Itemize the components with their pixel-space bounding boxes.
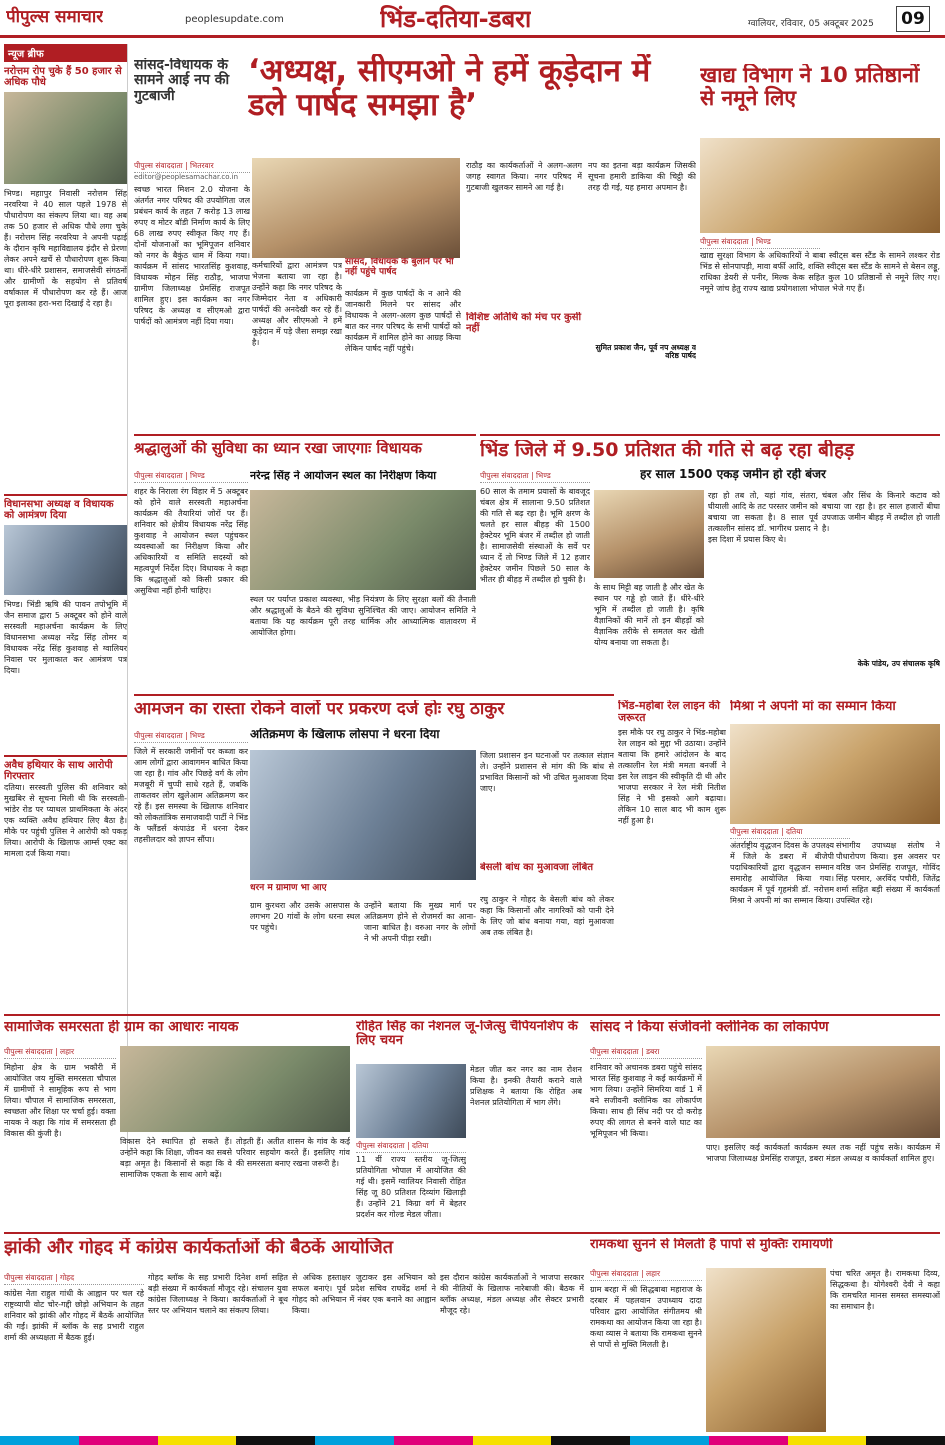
edition-title: भिंड-दतिया-डबरा xyxy=(380,5,532,33)
story3-body-2: के साथ मिट्टी बह जाती है और खेत के स्थान पर गड्ढे हो जाते हैं। धीरे-धीरे भूमि में तब्दील हो जाती है। कृषि वैज्ञानिकों की मानें तो इन बीहड़ों को वैज्ञानिक तरीके से समतल कर खेती योग्य बनाया जा सकता है। xyxy=(594,583,704,647)
brief-headline-3: अवैध हथियार के साथ आरोपी गिरफ्तार xyxy=(4,755,127,782)
story1-subhead: विशिष्ट अतिथि को मंच पर कुर्सी नहीं xyxy=(466,312,582,334)
story1-quote: नप का इतना बड़ा कार्यक्रम जिसकी सूचना हमारी डाकिया की चिट्ठी की तरह दी गई, यह हमारा अपमान है। xyxy=(588,161,696,192)
color-swatch xyxy=(630,1436,709,1445)
story1-body-4: राठौड़ का कार्यकर्ताओं ने अलग-अलग जगह स्वागत किया। नगर परिषद में गुटबाजी खुलकर सामने आ गई है। xyxy=(466,161,582,192)
story1-body-2: कर्मचारियों द्वारा आमंत्रण पत्र भेजना बताया जा रहा है। उन्होंने कहा कि नगर परिषद के जिम्मेदार नेता व अधिकारी पार्षदों की अनदेखी कर रहे हैं। अध्यक्ष और सीएमओ ने हमें कूड़ेदान में पड़े जैसा समझ रखा है। xyxy=(252,261,342,347)
story4-subhead-2: बेसली बांध का मुआवजा लंबित xyxy=(480,862,594,873)
story10-body-2: गोहद ब्लॉक के सह प्रभारी दिनेश शर्मा सहित बड़ी संख्या में कार्यकर्ता मौजूद रहे। संचालन युवा कांग्रेस जिलाध्यक्ष ने किया। कार्यकर्ताओं ने बूथ स्तर पर अभियान चलाने का संकल्प लिया। xyxy=(148,1273,288,1315)
story5-headline: भिंड-महोबा रेल लाइन की जरूरत xyxy=(618,700,720,725)
story2-col1 xyxy=(134,470,248,690)
story2-body: शहर के निराला रंग विहार में 5 अक्टूबर को होने वाले सरस्वती महाअर्चना कार्यक्रम की तैयारियां जोरों पर हैं। शनिवार को क्षेत्रीय विधायक नरेंद्र सिंह कुशवाह ने आयोजन स्थल पहुंचकर व्यवस्थाओं का निरीक्षण किया और अधिकारियों व समिति सदस्यों को महत्वपूर्ण निर्देश दिए। विधायक ने कहा कि श्रद्धालुओं को किसी प्रकार की असुविधा नहीं होनी चाहिए। xyxy=(134,487,248,595)
story4-body-4: जिला प्रशासन इन घटनाओं पर तत्काल संज्ञान ले। उन्होंने प्रशासन से मांग की कि बांध से प्रभावित किसानों को भी उचित मुआवजा दिया जाए। xyxy=(480,751,614,793)
story4-body: जिले में सरकारी जमीनों पर कब्जा कर आम लोगों द्वारा आवागमन बाधित किया जा रहा है। गांव और पिछड़े वर्ग के लोग मजबूरी में चुप्पी साधे रहते हैं, जबकि ताकतवर लोग खुलेआम अतिक्रमण कर रहे हैं। इस समस्या के खिलाफ शनिवार को लोकतांत्रिक समाजवादी पार्टी ने भिंड के फ्लैंडर्स कंपाउंड में धरना देकर तहसीलदार को ज्ञापन सौंपा। xyxy=(134,747,248,844)
color-swatch xyxy=(788,1436,867,1445)
ramkatha-photo xyxy=(706,1268,826,1432)
story2-byline: पीपुल्स संवाददाता | भिण्ड xyxy=(134,470,248,483)
issue-date: ग्वालियर, रविवार, 05 अक्टूबर 2025 xyxy=(748,19,874,29)
divider xyxy=(134,694,614,696)
story9-byline: पीपुल्स संवाददाता | डबरा xyxy=(590,1046,702,1059)
story1-col1 xyxy=(134,160,250,430)
story3-body-3: रहा हो तब तो, यहां गांव, संतरा, घीयाली आदि के तट परस्तर जमीन को बचाया जा सकता है। 8 साल पूर्व तत्कालीन सांसद डॉ. भागीरथ प्रसाद ने इस दिशा में प्रयास किए थे। xyxy=(708,491,818,544)
story4-body-3: उन्होंने बताया कि मुख्य मार्ग पर अतिक्रमण होने से रोजमर्रा का आना-जाना बाधित है। वरुआ नगर के लोगों ने भी अपनी पीड़ा रखी। xyxy=(364,901,476,943)
story9-body: शनिवार को अचानक डबरा पहुंचे सांसद भारत सिंह कुशवाह ने कई कार्यक्रमों में भाग लिया। उन्होंने सिमरिया वार्ड 1 में बने सजीवनी क्लीनिक का लोकार्पण किया। साथ ही सिंध नदी पर दो करोड़ रुपए की लागत से बनने वाले घाट का भूमिपूजन भी किया। xyxy=(590,1063,702,1138)
story3-quote: चंबल और सिंध के किनारे कटाव को बचाया जा रहा है। हर साल हजारों बीघा उपजाऊ जमीन बीहड़ में तब्दील हो जाती है। xyxy=(822,491,940,533)
story6-headline: मिश्रा ने अपनी मां का सम्मान किया xyxy=(730,700,896,714)
story10-body-3: से अधिक हस्ताक्षर जुटाकर इस अभियान को सफल बनाएं। पूर्व प्रदेश सचिव राघवेंद्र शर्मा ने गोहद को अभियान में नंबर एक बनाने का आह्वान किया। xyxy=(292,1273,436,1315)
story3-byline: पीपुल्स संवाददाता | भिण्ड xyxy=(480,470,590,483)
story6-byline: पीपुल्स संवाददाता | दतिया xyxy=(730,826,850,839)
color-swatch xyxy=(709,1436,788,1445)
story11-byline: पीपुल्स संवाददाता | लहार xyxy=(590,1268,702,1281)
story1-body-3: कार्यक्रम में कुछ पार्षदों के न आने की जानकारी मिलने पर सांसद और विधायक ने अलग-अलग कुछ पार्षदों से बात कर नगर परिषद के सभी पार्षदों को कार्यक्रम में शामिल होने का आग्रह किया लेकिन पार्षद नहीं पहुंचे। xyxy=(345,289,461,353)
story1-body: स्वच्छ भारत मिशन 2.0 योजना के अंतर्गत नगर परिषद की उपयोगिता जल प्रबंधन कार्य के तहत 7 करोड़ 13 लाख रुपए व मोटर बॉडी निर्माण कार्य के लिए 68 लाख रुपए स्वीकृत किए गए हैं। दोनों योजनाओं का भूमिपूजन शनिवार को नगर के बैकुंठ धाम में किया गया। कार्यक्रम में सांसद भारतसिंह कुशवाह, विधायक मोहन सिंह राठौड़, भाजपा ग्रामीण जिलाध्यक्ष प्रेमसिंह राजपूत शामिल हुए। इस कार्यक्रम का नगर परिषद के अध्यक्ष व सीएमओ द्वारा पार्षदों को आमंत्रण नहीं दिया गया। xyxy=(134,185,250,326)
story9-col1 xyxy=(590,1046,702,1226)
food-body: खाद्य सुरक्षा विभाग के अधिकारियों ने बाबा स्वीट्स बस स्टैंड के सामने लश्कर रोड भिंड से सोनपापड़ी, मावा बर्फी आदि, शक्ति स्वीट्स बस स्टैंड के सामने से बेसन लड्डू, राधिका डेयरी से पनीर, मिल्क केक सहित कुल 10 प्रतिष्ठानों से नमूने लिए गए। नमूने जांच हेतु राज्य खाद्य प्रयोगशाला भोपाल भेजे गए हैं। xyxy=(700,251,940,293)
story8-body-2: मेडल जीत कर नगर का नाम रोशन किया है। इनकी तैयारी कराने वाले प्रशिक्षक ने बताया कि रोहित अब नेशनल प्रतियोगिता में भाग लेंगे। xyxy=(470,1065,582,1107)
food-photo xyxy=(700,138,940,233)
color-swatch xyxy=(315,1436,394,1445)
judo-photo xyxy=(356,1064,466,1138)
story2-headline: श्रद्धालुओं की सुविधा का ध्यान रखा जाएगाः विधायक xyxy=(134,440,422,457)
story8-byline: पीपुल्स संवाददाता | दतिया xyxy=(356,1140,466,1153)
story3-col1 xyxy=(480,470,590,690)
story7-body: मिहोना क्षेत्र के ग्राम भकौरी में आयोजित जय मुक्ति समरसता चौपाल में ग्रामीणों ने सामूहिक रूप से भाग लिया। चौपाल में सामाजिक समरसता, स्वच्छता और शिक्षा पर चर्चा हुई। वक्ता नायक ने कहा कि गांव में समरसता ही विकास की कुंजी है। xyxy=(4,1063,116,1138)
story6-body: अंतर्राष्ट्रीय वृद्धजन दिवस के उपलक्ष्य में जिले के डबरा में बीजेपी पदाधिकारियों द्वारा वृद्धजन सम्मान समारोह आयोजित किया गया। कार्यक्रम में पूर्व गृहमंत्री डॉ. नरोत्तम मिश्रा ने अपनी मां का सम्मान किया। xyxy=(730,841,834,905)
story1-photo xyxy=(252,158,460,258)
page-number: 09 xyxy=(896,6,930,32)
protest-photo xyxy=(250,750,476,880)
color-swatch xyxy=(866,1436,945,1445)
story1-side-heading: सांसद-विधायक के सामने आई नप की गुटबाजी xyxy=(134,58,230,104)
story5-body: इस मौके पर रघु ठाकुर ने भिंड-महोबा रेल लाइन को मुद्दा भी उठाया। उन्होंने बताया कि हमारे आंदोलन के बाद तत्कालीन रेल मंत्री ममता बनर्जी ने इस रेल लाइन की स्वीकृति दी थी और भाजपा सरकार ने रेल मंत्री नितीश सिंह ने भी इसको आगे बढ़ाया। लेकिन 10 साल बाद भी काम शुरू नहीं हुआ है। xyxy=(618,728,726,826)
story9-body-2: पाए। इसलिए कई कार्यकर्ता कार्यक्रम स्थल तक नहीं पहुंच सके। कार्यक्रम में भाजपा जिलाध्यक्ष प्रेमसिंह राजपूत, डबरा मंडल अध्यक्ष व कार्यकर्ता शामिल हुए। xyxy=(706,1143,940,1163)
story10-col1 xyxy=(4,1272,144,1432)
color-swatch xyxy=(236,1436,315,1445)
color-swatch xyxy=(158,1436,237,1445)
story3-body: 60 साल के तमाम प्रयासों के बावजूद चंबल क्षेत्र में सालाना 9.50 प्रतिशत की गति से बढ़ रहा है। भूमि क्षरण के चलते हर साल बीहड़ की 1500 हेक्टेयर भूमि बंजर में तब्दील हो जाती है। सामाजसेवी संस्थाओं के सर्वे पर ध्यान दें तो भिण्ड जिले में 12 हजार हेक्टेयर जमीन पिछले 50 साल के भीतर ही बीहड़ में तब्दील हो चुकी है। xyxy=(480,487,590,584)
brief-headline-2: विधानसभा अध्यक्ष व विधायक को आमंत्रण दिया xyxy=(4,494,127,521)
divider xyxy=(480,434,940,436)
food-headline: खाद्य विभाग ने 10 प्रतिष्ठानों से नमूने लिए xyxy=(700,64,920,111)
color-swatch xyxy=(0,1436,79,1445)
color-swatch xyxy=(551,1436,630,1445)
story4-col1 xyxy=(134,730,248,1020)
brief-tag: न्यूज ब्रीफ xyxy=(4,44,127,62)
invitation-photo xyxy=(4,525,127,595)
brief-headline-1: नरोत्तम रोप चुके हैं 50 हजार से अधिक पौधे xyxy=(4,66,122,88)
story5-box xyxy=(618,700,726,1010)
story1-byline: पीपुल्स संवाददाता | भितरवार xyxy=(134,160,250,173)
chaupal-photo xyxy=(120,1046,350,1132)
color-registration-strip xyxy=(0,1436,945,1445)
story2-subhead: नरेन्द्र सिंह ने आयोजन स्थल का निरीक्षण किया xyxy=(250,470,437,482)
story7-body-2: विकास देने स्थापित हो सकते हैं। उन्होंने कहा कि शिक्षा, जीवन का सबसे बड़ा अमृत है। किसानों से कहा कि वे सामाजिक एकता के साथ आगे बढ़ें। xyxy=(120,1137,232,1179)
color-swatch xyxy=(79,1436,158,1445)
story4-byline: पीपुल्स संवाददाता | भिण्ड xyxy=(134,730,248,743)
story2-photo xyxy=(250,490,476,590)
story4-caption: धरने में ग्रामीण भी आए xyxy=(250,884,327,893)
story3-headline: भिंड जिले में 9.50 प्रतिशत की गति से बढ़ रहा बीहड़ xyxy=(480,440,855,461)
story8-body: 11 वीं राज्य स्तरीय जू-जित्सु प्रतियोगिता भोपाल में आयोजित की गई थी। इसमें ग्वालियर निवासी रोहित सिंह जू 80 प्रतिशत दिव्यांग खिलाड़ी हैं। उन्होंने 21 किग्रा वर्ग में बेहतर प्रदर्शन कर गोल्ड मेडल जीता। xyxy=(356,1155,466,1219)
story4-subhead: अतिक्रमण के खिलाफ लोसपा ने धरना दिया xyxy=(250,728,440,741)
story3-quote-name: केके पांडेय, उप संचालक कृषि xyxy=(857,659,940,668)
story7-col1 xyxy=(4,1046,116,1226)
story11-body-2: पंचा चरित अमृत है। रामकथा दिव्य, सिद्धकथा है। योगेश्वरी देवी ने कहा कि रामचरित मानस समस्त समस्याओं का समाधान है। xyxy=(830,1269,940,1311)
tree-planter-photo xyxy=(4,92,127,184)
story1-quote-box xyxy=(588,160,696,430)
story7-body-3: तोड़ती हैं। अतीत शासन के गांव के कई परिवार सहयोग करते हैं। इसलिए गांव की समरसता बनाए रखना जरूरी है। xyxy=(236,1137,350,1168)
clinic-photo xyxy=(706,1046,940,1138)
story2-body-2: स्थल पर पर्याप्त प्रकाश व्यवस्था, भीड़ नियंत्रण के लिए सुरक्षा बलों की तैनाती और श्रद्धालुओं के बैठने की सुविधा सुनिश्चित की जाए। आयोजन समिति ने बताया कि यह कार्यक्रम पूरी तरह धार्मिक और आध्यात्मिक वातावरण में आयोजित होगा। xyxy=(250,595,476,637)
divider xyxy=(4,1014,940,1016)
divider xyxy=(134,434,476,436)
mother-honour-photo xyxy=(730,724,940,824)
story1-headline: ‘अध्यक्ष, सीएमओ ने हमें कूड़ेदान में डले पार्षद समझा है’ xyxy=(248,54,651,124)
brief-body-3: दतिया। सरस्वती पुलिस की शनिवार को मुखबिर से सूचना मिली थी कि सरस्वती-भांडेर रोड पर प्याथल प्राथमिकता के अंदर एक व्यक्ति अवैध हथियार लिए बैठा है। मौके पर पहुंची पुलिस ने आरोपी को पकड़ लिया। आरोपी के खिलाफ आर्म्स एक्ट का मामला दर्ज किया गया। xyxy=(4,783,127,858)
story11-headline: रामकथा सुनने से मिलती है पापों से मुक्तिः रामायणी xyxy=(590,1238,833,1252)
story10-byline: पीपुल्स संवाददाता | गोहद xyxy=(4,1272,144,1285)
story3-quote-box xyxy=(822,490,940,690)
brief-body-2: भिण्ड। भिंडी ऋषि की पावन तपोभूमि में जैन समाज द्वारा 5 अक्टूबर को होने वाले सरस्वती महाअर्चना कार्यक्रम के लिए विधानसभा अध्यक्ष नरेंद्र सिंह तोमर व विधायक नरेंद्र सिंह कुशवाह से ग्वालियर निवास पर मुलाकात कर आमंत्रण पत्र दिया। xyxy=(4,600,127,675)
story1-email[interactable]: editor@peoplesamachar.co.in xyxy=(134,173,239,181)
story11-body: ग्राम बरहा में श्री सिद्धबाबा महाराज के दरबार में पहलवान उपाध्याय दादा परिवार द्वारा आयोजित संगीतमय श्री रामकथा का आयोजन किया जा रहा है। कथा व्यास ने बताया कि रामकथा सुनने से पापों से मुक्ति मिलती है। xyxy=(590,1285,702,1349)
food-byline: पीपुल्स संवाददाता | भिण्ड xyxy=(700,236,820,249)
color-swatch xyxy=(394,1436,473,1445)
story4-body-2: ग्राम कुरथरा और उसके आसपास के लगभग 20 गांवों के लोग धरना स्थल पर पहुंचे। xyxy=(250,901,360,932)
story11-col1 xyxy=(590,1268,702,1432)
story7-headline: सामाजिक समरसता ही ग्राम का आधारः नायक xyxy=(4,1020,239,1035)
story10-body: कांग्रेस नेता राहुल गांधी के आह्वान पर चल रहे राष्ट्रव्यापी वोट चोर-गद्दी छोड़ो अभियान के तहत शनिवार को झांकी और गोहद में बैठकें आयोजित की गईं। झांकी में ब्लॉक के सह प्रभारी राहुल शर्मा की अध्यक्षता में बैठक हुई। xyxy=(4,1289,144,1342)
brief-body-1: भिण्ड। महाापुर निवासी नरोत्तम सिंह नरवरिया ने 40 साल पहले 1978 से पौधारोपण का संकल्प लिया था। वह अब तक 50 हजार से अधिक पौधे लगा चुके हैं। नरोत्तम सिंह नरवरिया ने अपनी पढ़ाई के दौरान कृषि महाविद्यालय इंदौर से प्रेरणा लेकर अपने खर्चे से पौधारोपण शुरू किया था। धीरे-धीरे प्रशासन, समाजसेवी संगठनों और ग्रामीणों के सहयोग से प्रतिवर्ष वर्षाकाल में पौधारोपण कर रहे हैं। आज पूरा इलाका हरा-भरा दिखाई दे रहा है। xyxy=(4,189,127,308)
story3-subhead: हर साल 1500 एकड़ जमीन हो रही बंजर xyxy=(640,468,826,481)
masthead xyxy=(0,0,945,38)
story10-body-4: इस दौरान कांग्रेस कार्यकर्ताओं ने भाजपा सरकार की नीतियों के खिलाफ नारेबाजी की। बैठक में ब्लॉक अध्यक्ष, मंडल अध्यक्ष और सेक्टर प्रभारी मौजूद रहे। xyxy=(440,1273,584,1315)
story4-body-5: रघु ठाकुर ने गोहद के बेसली बांध को लेकर कहा कि किसानों और नागरिकों को पानी देने के लिए जो बांध बनाया गया, वहां मुआवजा अब तक लंबित है। xyxy=(480,895,614,937)
news-brief-column xyxy=(4,44,128,1152)
story4-headline: आमजन का रास्ता रोकने वालों पर प्रकरण दर्ज होः रघु ठाकुर xyxy=(134,700,505,719)
color-swatch xyxy=(473,1436,552,1445)
story9-headline: सांसद ने किया संजीवनी क्लीनिक का लोकार्पण xyxy=(590,1020,829,1035)
story8-headline: रोहित सिंह का नेशनल जू-जित्सु चैंपियनशिप के लिए चयन xyxy=(356,1020,578,1049)
site-url[interactable]: peoplesupdate.com xyxy=(185,14,284,25)
ravine-photo xyxy=(594,490,704,578)
story10-headline: झांकी और गोहद में कांग्रेस कार्यकर्ताओं की बैठकें आयोजित xyxy=(4,1238,394,1258)
newspaper-logo: पीपुल्स समाचार xyxy=(6,7,104,27)
story1-quote-name: सुमित प्रकाश जैन, पूर्व नप अध्यक्ष व वरिष्ठ पार्षद xyxy=(595,343,696,361)
story1-caption: सांसद, विधायक के बुलाने पर भी नहीं पहुंचे पार्षद xyxy=(345,258,454,277)
story6-body-2: संभागीय उपाध्यक्ष संतोष ने पौधारोपण किया। इस अवसर पर वरिष्ठ जन प्रेमसिंह राजपूत, गोविंद सिंह परमार, अरविंद पचौरी, जितेंद्र शर्मा सहित बड़ी संख्या में कार्यकर्ता उपस्थित रहे। xyxy=(836,841,940,905)
story7-byline: पीपुल्स संवाददाता | लहार xyxy=(4,1046,116,1059)
divider xyxy=(4,1232,940,1234)
